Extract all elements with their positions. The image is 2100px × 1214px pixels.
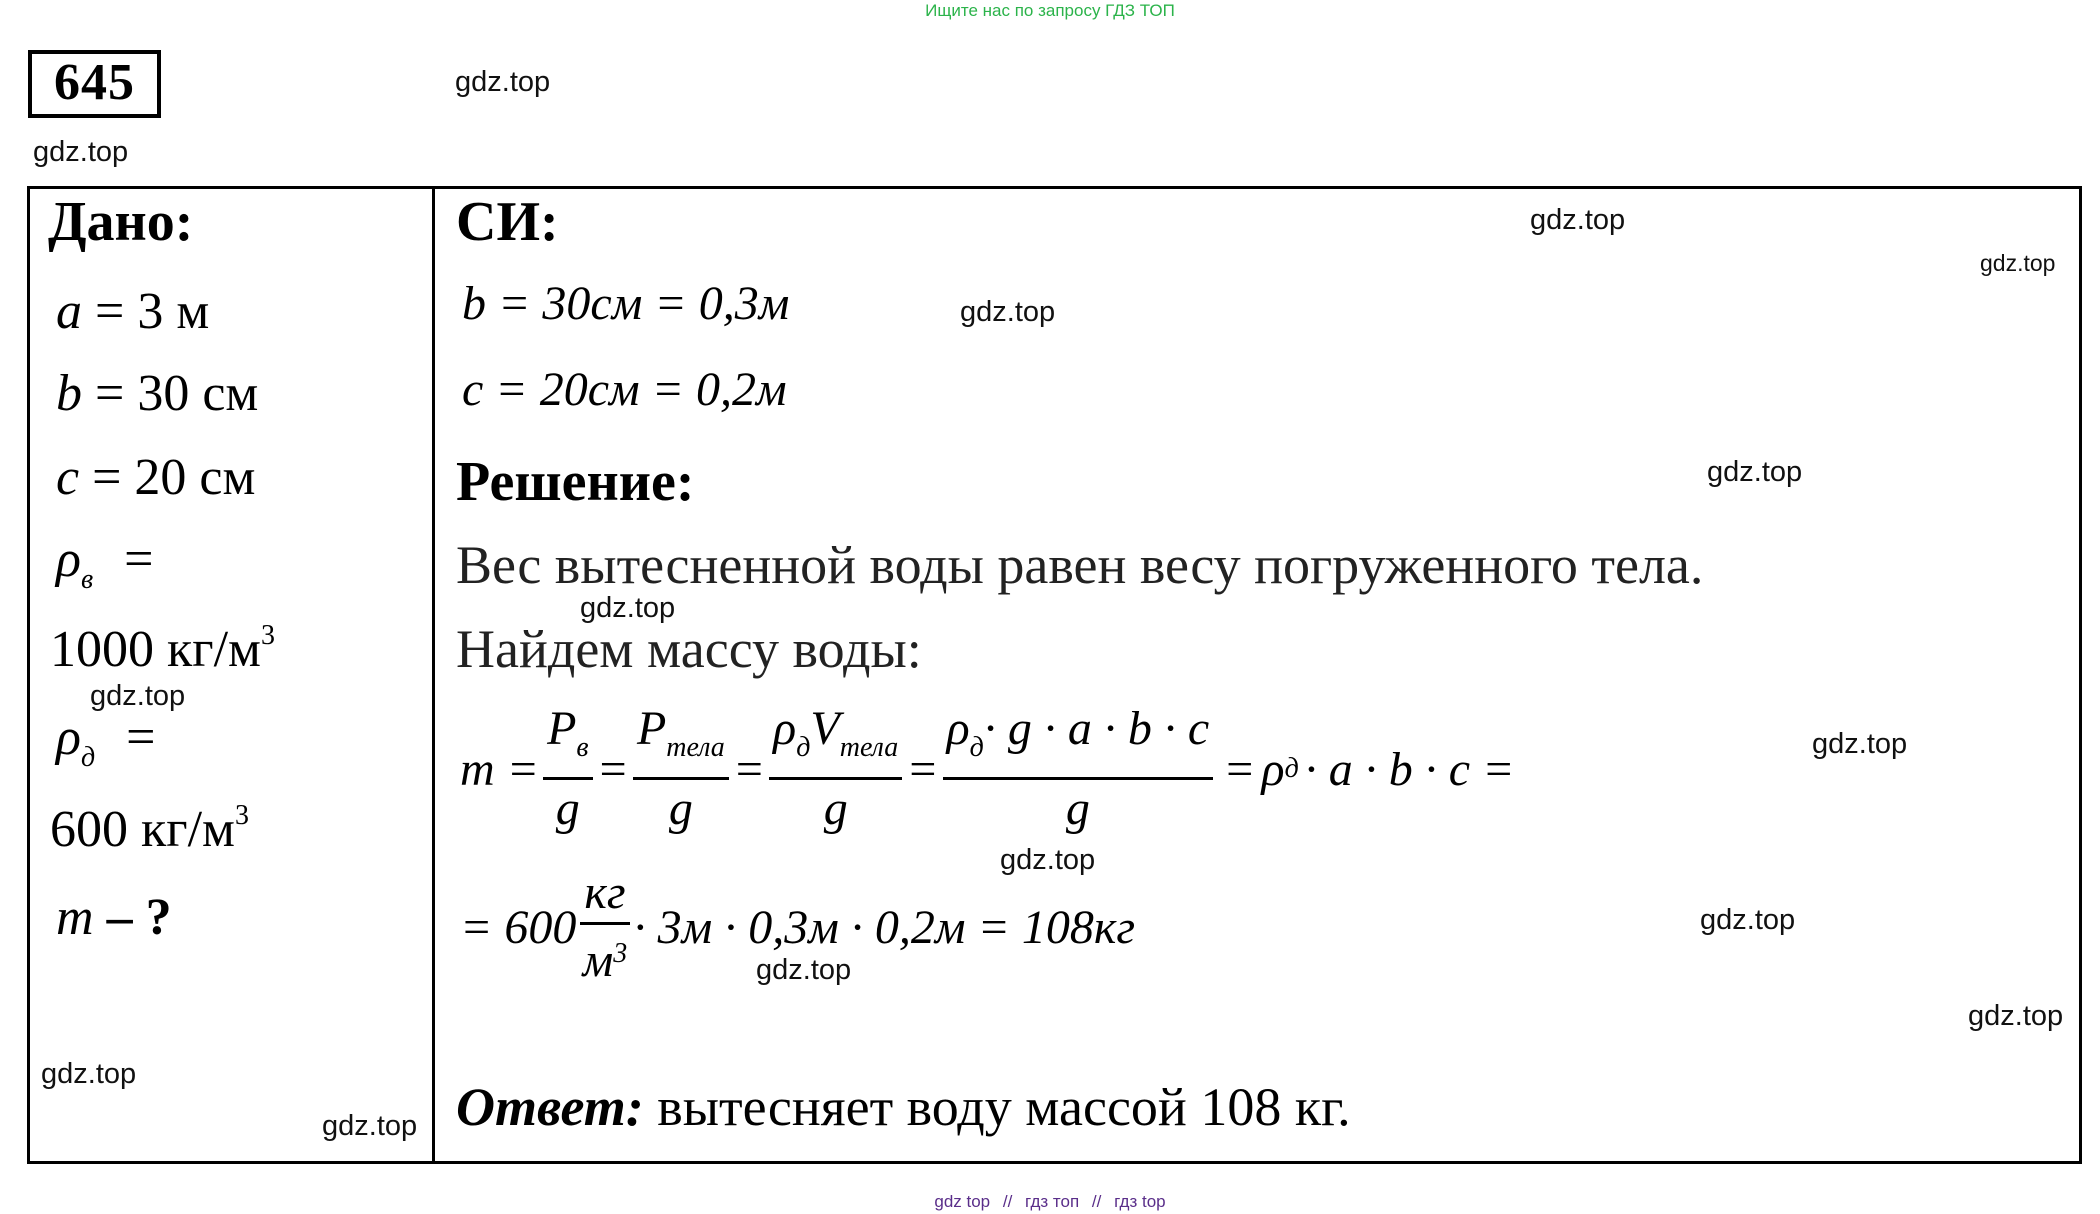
calc-post: · 3м · 0,3м · 0,2м = 108кг [633,900,1136,954]
rho-v-exponent: 3 [260,620,275,651]
column-divider [432,186,435,1164]
watermark: gdz.top [1812,728,1908,760]
frac-denominator: g [668,782,693,835]
given-c [56,448,255,507]
rho-symbol: ρ [56,531,81,588]
rho-d-exponent: 3 [234,800,249,831]
top-banner: Ищите нас по запросу ГДЗ ТОП [925,1,1175,20]
watermark: gdz.top [33,136,129,168]
fraction-4 [943,700,1214,838]
calc-formula [460,864,1135,990]
frac-subscript: д [969,732,984,763]
equals-sign: = [124,531,154,588]
given-rho-v [56,530,153,596]
watermark: gdz.top [90,680,186,712]
si-c-line: c = 20см = 0,2м [462,363,787,416]
frac-subscript: тела [666,732,725,763]
given-b-val: = 30 см [95,365,259,422]
equals-sign: = [906,742,939,796]
watermark: gdz.top [960,296,1056,328]
solution-frame [27,186,2082,1164]
given-b-var: b [56,365,82,422]
watermark: gdz.top [455,66,551,98]
rho-subscript: д [80,742,96,773]
given-rho-d [56,708,155,774]
watermark: gdz.top [1000,844,1096,876]
footer-link-2[interactable]: гдз топ [1025,1192,1080,1211]
equals-sign: = [596,742,629,796]
frac-symbol: P [547,702,577,755]
footer-link-3[interactable]: гдз top [1114,1192,1166,1211]
si-title: СИ: [456,191,559,253]
given-title: Дано: [48,191,194,253]
answer-text: вытесняет воду массой 108 кг. [657,1077,1351,1137]
formula-m: m = [460,742,540,796]
calc-numerator: кг [580,864,629,925]
frac-denominator: g [1065,782,1090,835]
main-formula [460,700,1514,838]
given-rho-v-value [50,620,275,679]
frac-symbol: ρ [773,702,797,755]
frac-subscript: тела [839,732,899,763]
frac-subscript: в [576,732,589,763]
frac-subscript: д [796,732,811,763]
frac-denominator: g [823,782,848,835]
given-a-val: = 3 м [95,283,210,340]
watermark: gdz.top [1530,204,1626,236]
frac-denominator: g [555,782,580,835]
equals-sign: = [1223,742,1256,796]
rho-symbol: ρ [56,709,81,766]
given-m-val: – ? [106,889,172,946]
watermark: gdz.top [756,954,852,986]
watermark: gdz.top [1700,904,1796,936]
calc-den-exponent: 3 [613,938,628,969]
solution-line-2: Найдем массу воды: [456,619,922,679]
given-rho-d-value [50,800,249,859]
solution-title: Решение: [456,451,695,513]
watermark: gdz.top [322,1110,418,1142]
rho-v-value: 1000 кг/м [50,621,261,678]
problem-number: 645 [28,50,161,118]
si-b-line: b = 30см = 0,3м [462,277,790,330]
calc-denominator: м [582,934,614,987]
frac-symbol: ρ [946,702,970,755]
given-a [56,282,209,341]
answer-line [456,1076,1351,1138]
calc-pre: = 600 [460,900,577,954]
rho-subscript: в [80,564,94,595]
footer-separator: // [1002,1192,1013,1211]
footer-separator: // [1091,1192,1102,1211]
watermark: gdz.top [1980,250,2056,276]
rho-d-value: 600 кг/м [50,801,235,858]
fraction-3 [769,700,902,838]
tail-rest: · a · b · c = [1304,742,1515,796]
solution-line-1: Вес вытесненной воды равен весу погруженного тела. [456,535,1704,595]
watermark: gdz.top [41,1058,137,1090]
fraction-1 [543,700,592,838]
answer-label: Ответ: [456,1077,644,1137]
footer [0,1192,2100,1212]
fraction-2 [633,700,729,838]
watermark: gdz.top [1968,1000,2064,1032]
equals-sign: = [126,709,156,766]
tail-symbol: ρ [1261,742,1285,796]
frac-numerator-rest: · g · a · b · c [983,702,1210,755]
watermark: gdz.top [1707,456,1803,488]
given-a-var: a [56,283,82,340]
watermark: gdz.top [580,592,676,624]
equals-sign: = [732,742,766,796]
given-c-var: c [56,449,80,506]
given-m-var: m [56,889,94,946]
given-m [56,888,172,947]
footer-link-1[interactable]: gdz top [934,1192,991,1211]
given-c-val: = 20 см [92,449,256,506]
given-b [56,364,258,423]
frac-symbol: V [810,702,840,755]
frac-symbol: P [636,702,667,755]
calc-fraction [580,864,629,990]
tail-subscript: д [1284,753,1299,784]
